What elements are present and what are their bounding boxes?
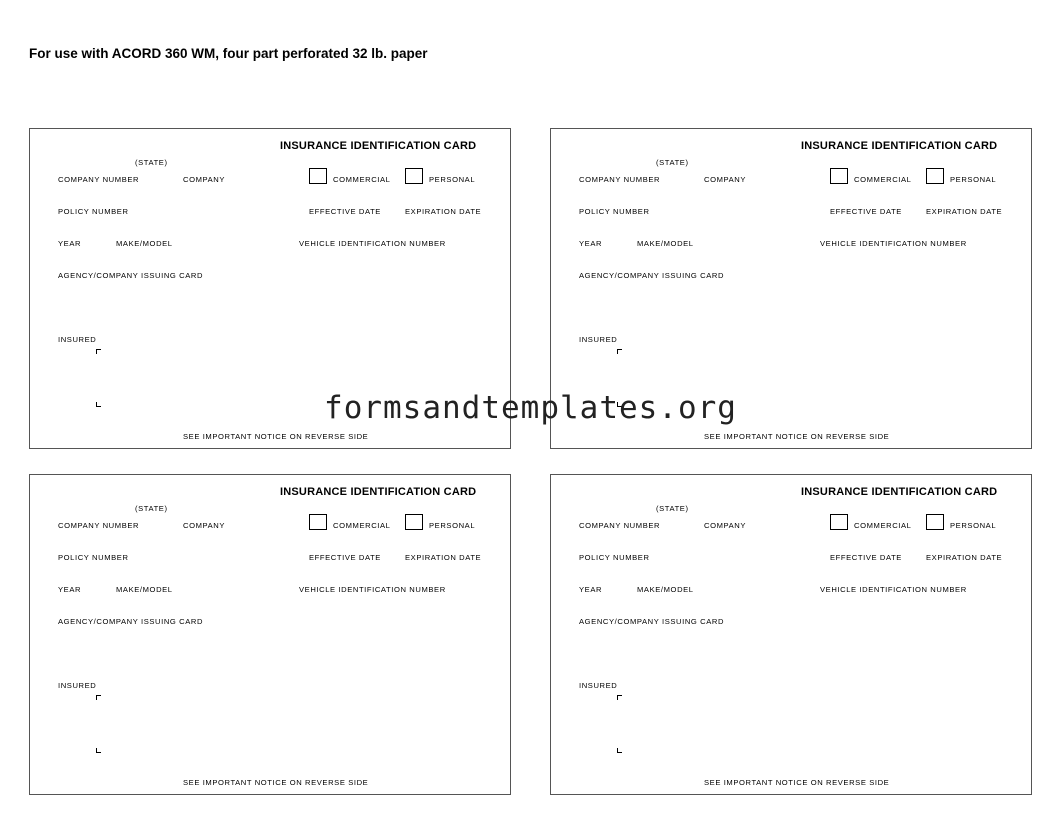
commercial-checkbox[interactable] bbox=[830, 168, 848, 184]
company-number-label: COMPANY NUMBER bbox=[58, 175, 140, 184]
personal-label: PERSONAL bbox=[429, 521, 476, 530]
effective-date-label: EFFECTIVE DATE bbox=[830, 207, 902, 216]
address-window-bottom-corner bbox=[617, 748, 622, 753]
expiration-date-label: EXPIRATION DATE bbox=[926, 207, 1003, 216]
effective-date-label: EFFECTIVE DATE bbox=[830, 553, 902, 562]
expiration-date-label: EXPIRATION DATE bbox=[405, 207, 482, 216]
reverse-notice: SEE IMPORTANT NOTICE ON REVERSE SIDE bbox=[704, 778, 890, 787]
state-label: (STATE) bbox=[656, 504, 689, 513]
commercial-label: COMMERCIAL bbox=[333, 521, 391, 530]
watermark-text: formsandtemplates.org bbox=[324, 390, 737, 426]
vin-label: VEHICLE IDENTIFICATION NUMBER bbox=[820, 585, 967, 594]
company-number-label: COMPANY NUMBER bbox=[579, 175, 661, 184]
year-label: YEAR bbox=[58, 585, 82, 594]
insured-label: INSURED bbox=[58, 681, 97, 690]
state-label: (STATE) bbox=[135, 504, 168, 513]
commercial-checkbox[interactable] bbox=[309, 168, 327, 184]
reverse-notice: SEE IMPORTANT NOTICE ON REVERSE SIDE bbox=[183, 778, 369, 787]
state-label: (STATE) bbox=[656, 158, 689, 167]
vin-label: VEHICLE IDENTIFICATION NUMBER bbox=[299, 585, 446, 594]
policy-number-label: POLICY NUMBER bbox=[579, 207, 650, 216]
make-model-label: MAKE/MODEL bbox=[637, 239, 694, 248]
insurance-card-bottom-right bbox=[550, 474, 1032, 795]
state-label: (STATE) bbox=[135, 158, 168, 167]
personal-checkbox[interactable] bbox=[926, 514, 944, 530]
company-label: COMPANY bbox=[183, 175, 226, 184]
company-number-label: COMPANY NUMBER bbox=[579, 521, 661, 530]
effective-date-label: EFFECTIVE DATE bbox=[309, 207, 381, 216]
reverse-notice: SEE IMPORTANT NOTICE ON REVERSE SIDE bbox=[704, 432, 890, 441]
expiration-date-label: EXPIRATION DATE bbox=[926, 553, 1003, 562]
year-label: YEAR bbox=[579, 585, 603, 594]
personal-checkbox[interactable] bbox=[405, 168, 423, 184]
insured-label: INSURED bbox=[579, 681, 618, 690]
policy-number-label: POLICY NUMBER bbox=[579, 553, 650, 562]
personal-checkbox[interactable] bbox=[405, 514, 423, 530]
address-window-top-corner bbox=[96, 349, 101, 354]
card-title: INSURANCE IDENTIFICATION CARD bbox=[280, 486, 477, 498]
personal-label: PERSONAL bbox=[429, 175, 476, 184]
card-title: INSURANCE IDENTIFICATION CARD bbox=[801, 140, 998, 152]
make-model-label: MAKE/MODEL bbox=[637, 585, 694, 594]
insured-label: INSURED bbox=[579, 335, 618, 344]
vin-label: VEHICLE IDENTIFICATION NUMBER bbox=[299, 239, 446, 248]
commercial-checkbox[interactable] bbox=[309, 514, 327, 530]
year-label: YEAR bbox=[579, 239, 603, 248]
agency-label: AGENCY/COMPANY ISSUING CARD bbox=[579, 617, 725, 626]
company-label: COMPANY bbox=[704, 521, 747, 530]
company-number-label: COMPANY NUMBER bbox=[58, 521, 140, 530]
commercial-label: COMMERCIAL bbox=[854, 521, 912, 530]
agency-label: AGENCY/COMPANY ISSUING CARD bbox=[58, 271, 204, 280]
address-window-bottom-corner bbox=[96, 748, 101, 753]
commercial-checkbox[interactable] bbox=[830, 514, 848, 530]
personal-label: PERSONAL bbox=[950, 521, 997, 530]
address-window-top-corner bbox=[96, 695, 101, 700]
commercial-label: COMMERCIAL bbox=[333, 175, 391, 184]
card-title: INSURANCE IDENTIFICATION CARD bbox=[801, 486, 998, 498]
make-model-label: MAKE/MODEL bbox=[116, 585, 173, 594]
year-label: YEAR bbox=[58, 239, 82, 248]
company-label: COMPANY bbox=[183, 521, 226, 530]
personal-label: PERSONAL bbox=[950, 175, 997, 184]
insured-label: INSURED bbox=[58, 335, 97, 344]
personal-checkbox[interactable] bbox=[926, 168, 944, 184]
reverse-notice: SEE IMPORTANT NOTICE ON REVERSE SIDE bbox=[183, 432, 369, 441]
agency-label: AGENCY/COMPANY ISSUING CARD bbox=[58, 617, 204, 626]
effective-date-label: EFFECTIVE DATE bbox=[309, 553, 381, 562]
address-window-top-corner bbox=[617, 349, 622, 354]
policy-number-label: POLICY NUMBER bbox=[58, 207, 129, 216]
company-label: COMPANY bbox=[704, 175, 747, 184]
policy-number-label: POLICY NUMBER bbox=[58, 553, 129, 562]
commercial-label: COMMERCIAL bbox=[854, 175, 912, 184]
page-title: For use with ACORD 360 WM, four part perforated 32 lb. paper bbox=[29, 46, 428, 61]
card-title: INSURANCE IDENTIFICATION CARD bbox=[280, 140, 477, 152]
expiration-date-label: EXPIRATION DATE bbox=[405, 553, 482, 562]
insurance-card-bottom-left bbox=[29, 474, 511, 795]
make-model-label: MAKE/MODEL bbox=[116, 239, 173, 248]
address-window-top-corner bbox=[617, 695, 622, 700]
agency-label: AGENCY/COMPANY ISSUING CARD bbox=[579, 271, 725, 280]
vin-label: VEHICLE IDENTIFICATION NUMBER bbox=[820, 239, 967, 248]
